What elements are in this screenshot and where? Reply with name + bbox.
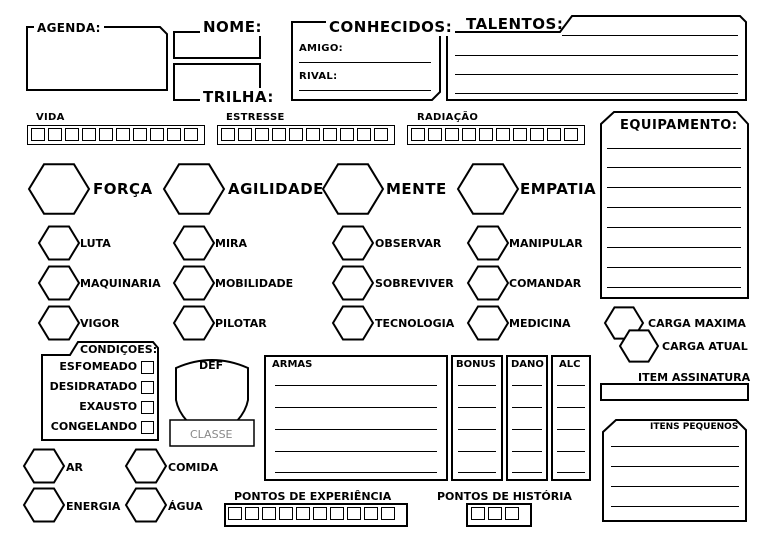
bonus-line[interactable] xyxy=(458,407,496,408)
nome-label: NOME: xyxy=(200,18,265,36)
xp-box[interactable] xyxy=(347,507,361,520)
itens-pequenos-line[interactable] xyxy=(611,486,739,487)
attribute-hex[interactable] xyxy=(323,164,383,213)
arma-line[interactable] xyxy=(275,472,437,473)
def-label: DEF xyxy=(199,359,224,372)
skill-hex[interactable] xyxy=(333,267,373,300)
alc-line[interactable] xyxy=(557,429,585,430)
skill-hex[interactable] xyxy=(174,267,214,300)
attribute-hex[interactable] xyxy=(29,164,89,213)
item-assinatura-label: ITEM ASSINATURA xyxy=(638,371,751,384)
alc-line[interactable] xyxy=(557,385,585,386)
xp-box[interactable] xyxy=(228,507,242,520)
skill-luta: LUTA xyxy=(80,237,111,250)
skill-pilotar: PILOTAR xyxy=(215,317,267,330)
attr-empatia: EMPATIA xyxy=(520,180,597,198)
armas-label: ARMAS xyxy=(272,359,313,370)
dano-label: DANO xyxy=(511,359,544,370)
equipamento-line[interactable] xyxy=(607,247,741,248)
ar-hex[interactable] xyxy=(24,450,64,483)
bonus-label: BONUS xyxy=(456,359,496,370)
skill-hex[interactable] xyxy=(468,227,508,260)
dano-line[interactable] xyxy=(512,472,542,473)
xp-box[interactable] xyxy=(381,507,395,520)
carga-atual-label: CARGA ATUAL xyxy=(662,340,748,353)
agenda-label: AGENDA: xyxy=(34,21,104,35)
equipamento-label: EQUIPAMENTO: xyxy=(620,118,738,133)
xp-track[interactable] xyxy=(228,507,395,520)
itens-pequenos-line[interactable] xyxy=(611,466,739,467)
skill-hex[interactable] xyxy=(39,307,79,340)
conhecidos-label: CONHECIDOS: xyxy=(326,18,455,36)
agua-hex[interactable] xyxy=(126,489,166,522)
talentos-label: TALENTOS: xyxy=(466,15,564,33)
arma-line[interactable] xyxy=(275,385,437,386)
skill-hex[interactable] xyxy=(333,307,373,340)
xp-box[interactable] xyxy=(296,507,310,520)
attribute-hex[interactable] xyxy=(164,164,224,213)
energia-hex[interactable] xyxy=(24,489,64,522)
equipamento-line[interactable] xyxy=(607,227,741,228)
condicoes-list xyxy=(46,360,154,440)
equipamento-line[interactable] xyxy=(607,187,741,188)
dano-line[interactable] xyxy=(512,429,542,430)
alc-label: ALC xyxy=(559,359,581,370)
condicao-checkbox[interactable] xyxy=(141,361,154,374)
attr-agilidade: AGILIDADE xyxy=(228,180,324,198)
alc-line[interactable] xyxy=(557,451,585,452)
carga-maxima-label: CARGA MAXIMA xyxy=(648,317,746,330)
dano-line[interactable] xyxy=(512,451,542,452)
condicao-checkbox[interactable] xyxy=(141,421,154,434)
condicao-row[interactable] xyxy=(46,400,154,420)
arma-line[interactable] xyxy=(275,407,437,408)
dano-line[interactable] xyxy=(512,407,542,408)
bonus-line[interactable] xyxy=(458,385,496,386)
condicao-label: EXAUSTO xyxy=(79,400,138,413)
skill-maquinaria: MAQUINARIA xyxy=(80,277,161,290)
carga-atual-hex[interactable] xyxy=(620,330,658,361)
equipamento-line[interactable] xyxy=(607,207,741,208)
equipamento-line[interactable] xyxy=(607,267,741,268)
trilha-label: TRILHA: xyxy=(200,88,277,106)
skill-hex[interactable] xyxy=(174,307,214,340)
xp-box[interactable] xyxy=(262,507,276,520)
condicao-row[interactable] xyxy=(46,420,154,440)
attr-mente: MENTE xyxy=(386,180,447,198)
historia-box[interactable] xyxy=(505,507,519,520)
historia-box[interactable] xyxy=(488,507,502,520)
equipamento-line[interactable] xyxy=(607,148,741,149)
attr-forca: FORÇA xyxy=(93,180,153,198)
itens-pequenos-line[interactable] xyxy=(611,446,739,447)
skill-hex[interactable] xyxy=(468,307,508,340)
skill-vigor: VIGOR xyxy=(80,317,120,330)
amigo-label: AMIGO: xyxy=(299,43,343,54)
xp-label: PONTOS DE EXPERIÊNCIA xyxy=(234,490,392,503)
recurso-agua: ÁGUA xyxy=(168,500,203,513)
radiacao-label: RADIAÇÃO xyxy=(417,112,479,123)
xp-box[interactable] xyxy=(330,507,344,520)
condicao-checkbox[interactable] xyxy=(141,381,154,394)
skill-hex[interactable] xyxy=(468,267,508,300)
dano-line[interactable] xyxy=(512,385,542,386)
estresse-label: ESTRESSE xyxy=(226,112,285,123)
itens-pequenos-label: ITENS PEQUENOS xyxy=(650,422,739,432)
skill-hex[interactable] xyxy=(39,227,79,260)
xp-box[interactable] xyxy=(364,507,378,520)
condicao-row[interactable] xyxy=(46,360,154,380)
condicao-label: ESFOMEADO xyxy=(59,360,138,373)
skill-observar: OBSERVAR xyxy=(375,237,442,250)
skill-hex[interactable] xyxy=(333,227,373,260)
xp-box[interactable] xyxy=(279,507,293,520)
alc-line[interactable] xyxy=(557,407,585,408)
skill-hex[interactable] xyxy=(39,267,79,300)
xp-box[interactable] xyxy=(245,507,259,520)
condicao-row[interactable] xyxy=(46,380,154,400)
skill-mira: MIRA xyxy=(215,237,248,250)
bonus-line[interactable] xyxy=(458,472,496,473)
itens-pequenos-line[interactable] xyxy=(611,506,739,507)
equipamento-line[interactable] xyxy=(607,287,741,288)
classe-label: CLASSE xyxy=(190,428,233,441)
recurso-comida: COMIDA xyxy=(168,461,219,474)
condicoes-label: CONDIÇOES: xyxy=(80,343,158,356)
condicao-checkbox[interactable] xyxy=(141,401,154,414)
arma-line[interactable] xyxy=(275,451,437,452)
arma-line[interactable] xyxy=(275,429,437,430)
alc-line[interactable] xyxy=(557,472,585,473)
bonus-line[interactable] xyxy=(458,429,496,430)
skill-medicina: MEDICINA xyxy=(509,317,571,330)
skill-manipular: MANIPULAR xyxy=(509,237,583,250)
skill-comandar: COMANDAR xyxy=(509,277,582,290)
bonus-line[interactable] xyxy=(458,451,496,452)
attribute-hex[interactable] xyxy=(458,164,518,213)
skill-hex[interactable] xyxy=(174,227,214,260)
xp-box[interactable] xyxy=(313,507,327,520)
comida-hex[interactable] xyxy=(126,450,166,483)
skill-sobreviver: SOBREVIVER xyxy=(375,277,454,290)
skill-mobilidade: MOBILIDADE xyxy=(215,277,294,290)
recurso-energia: ENERGIA xyxy=(66,500,121,513)
vida-label: VIDA xyxy=(36,112,65,123)
historia-label: PONTOS DE HISTÓRIA xyxy=(437,490,572,503)
recurso-ar: AR xyxy=(66,461,83,474)
rival-label: RIVAL: xyxy=(299,71,338,82)
historia-track[interactable] xyxy=(471,507,519,520)
equipamento-line[interactable] xyxy=(607,167,741,168)
condicao-label: CONGELANDO xyxy=(50,420,138,433)
condicao-label: DESIDRATADO xyxy=(49,380,138,393)
historia-box[interactable] xyxy=(471,507,485,520)
skill-tecnologia: TECNOLOGIA xyxy=(375,317,455,330)
